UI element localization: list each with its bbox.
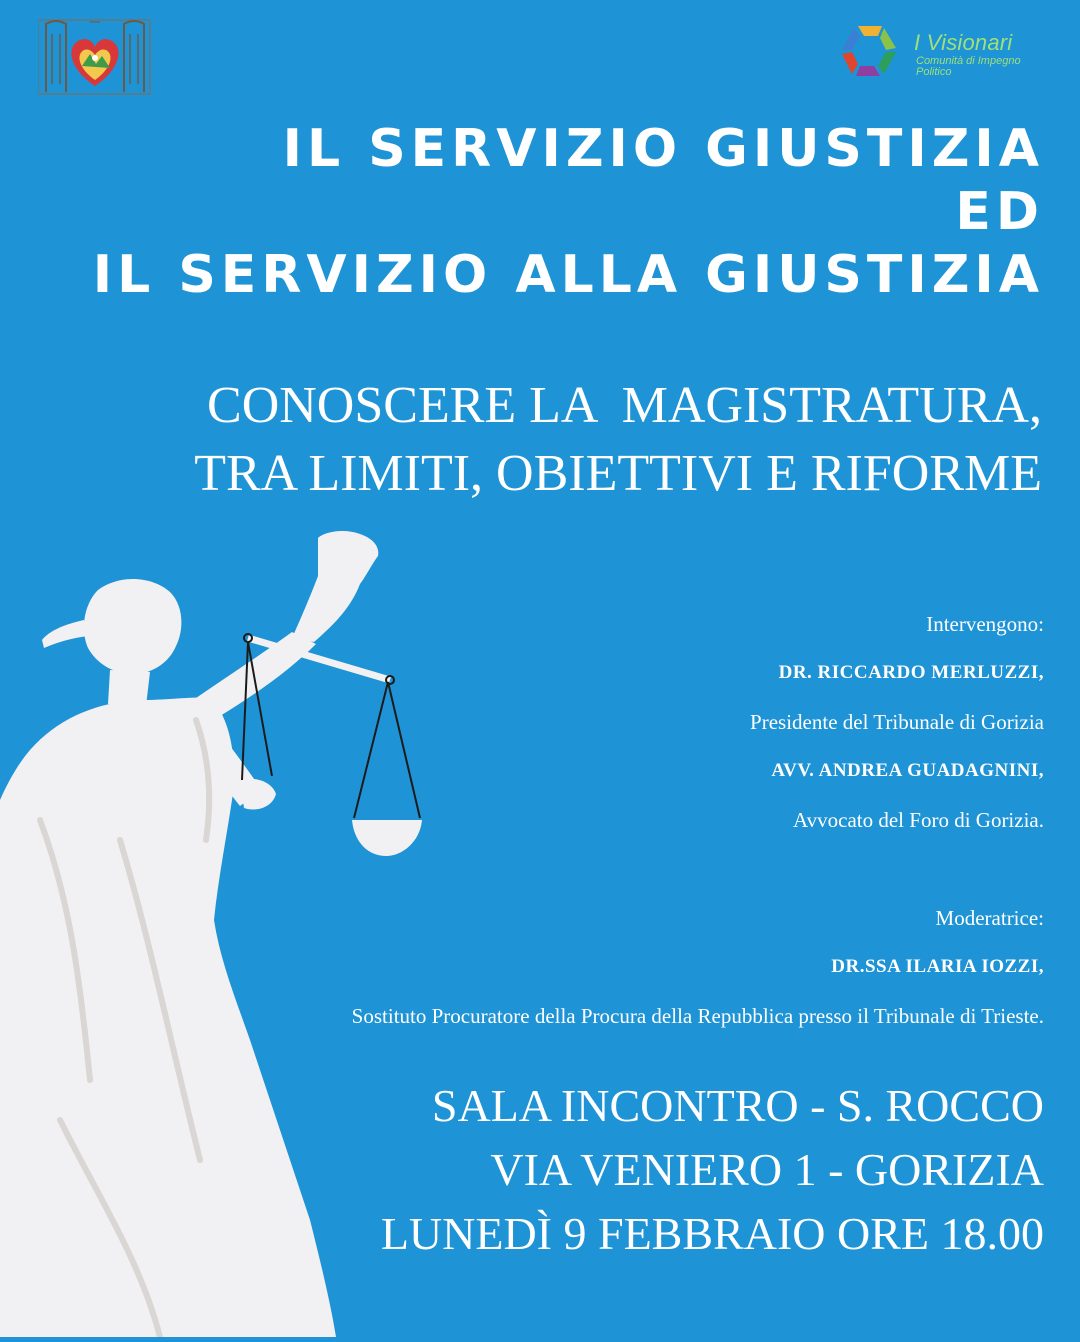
spacer [184, 857, 1044, 906]
page-title [44, 118, 1044, 307]
speakers-block [184, 612, 1044, 1053]
speaker-2-role: Avvocato del Foro di Gorizia. [793, 808, 1044, 832]
speaker-1-name: DR. RICCARDO MERLUZZI, [778, 662, 1044, 683]
venue-line-2: VIA VENIERO 1 - GORIZIA [490, 1144, 1044, 1195]
title-line-2: ED [955, 182, 1044, 242]
title-line-3: IL SERVIZIO ALLA GIUSTIZIA [92, 245, 1044, 305]
title-line-1: IL SERVIZIO GIUSTIZIA [282, 119, 1044, 179]
page-subtitle [42, 372, 1042, 508]
moderator-role: Sostituto Procuratore della Procura della Repubblica presso il Tribunale di Trieste. [351, 1004, 1044, 1028]
visionari-hexagon-logo-icon [838, 22, 910, 86]
moderator-name: DR.SSA ILARIA IOZZI, [831, 956, 1044, 977]
moderator-intro: Moderatrice: [935, 906, 1044, 930]
parish-heart-emblem-icon [38, 14, 152, 96]
visionari-name: I Visionari [914, 30, 1013, 55]
speaker-1-role: Presidente del Tribunale di Gorizia [750, 710, 1044, 734]
venue-line-3: LUNEDÌ 9 FEBBRAIO ORE 18.00 [380, 1208, 1044, 1259]
visionari-subtitle: Comunità di Impegno Politico [916, 55, 1021, 78]
venue-block [244, 1074, 1044, 1266]
subtitle-line-1: CONOSCERE LA MAGISTRATURA, [207, 377, 1042, 434]
parish-logo [38, 14, 152, 96]
speaker-2-name: AVV. ANDREA GUADAGNINI, [771, 760, 1044, 781]
subtitle-line-2: TRA LIMITI, OBIETTIVI E RIFORME [194, 445, 1042, 502]
visionari-logo [838, 22, 1048, 86]
venue-line-1: SALA INCONTRO - S. ROCCO [431, 1080, 1044, 1131]
speakers-intro: Intervengono: [926, 612, 1044, 636]
